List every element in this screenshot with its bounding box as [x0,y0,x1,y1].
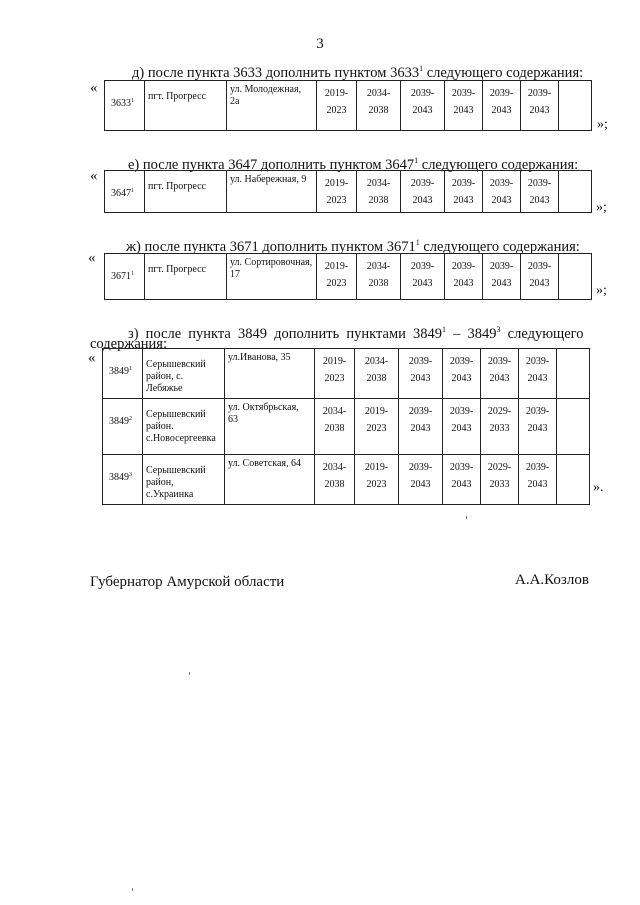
close-quote: »; [597,117,608,132]
period-cell: 2039- 2043 [519,455,557,505]
amendment-table-d [104,80,592,131]
empty-cell [559,254,592,300]
period-cell: 2039- 2043 [399,455,443,505]
address-cell: ул. Набережная, 9 [227,171,317,213]
address-cell: ул. Сортировочная, 17 [227,254,317,300]
locality-cell: пгт. Прогресс [145,81,227,131]
address-cell: ул. Молодежная, 2а [227,81,317,131]
address-cell: ул. Октябрьская, 63 [225,399,315,455]
period-cell: 2019- 2023 [317,171,357,213]
period-cell: 2039- 2043 [519,349,557,399]
table-row [103,349,590,399]
period-cell: 2019- 2023 [355,399,399,455]
period-cell: 2039- 2043 [519,399,557,455]
item-number: 3633$^1$ [105,81,145,131]
table-row [103,399,590,455]
item-number: 3849$^1$ [103,349,143,399]
locality-cell: Серышевский район. с.Новосергеевка [143,399,225,455]
empty-cell [557,455,590,505]
period-cell: 2034- 2038 [315,455,355,505]
period-cell: 2039- 2043 [401,254,445,300]
period-cell: 2039- 2043 [399,399,443,455]
amendment-table-z [102,348,590,505]
period-cell: 2039- 2043 [445,81,483,131]
period-cell: 2039- 2043 [443,399,481,455]
item-number: 3849$^2$ [103,399,143,455]
period-cell: 2039- 2043 [443,349,481,399]
close-quote: »; [596,283,607,298]
period-cell: 2039- 2043 [399,349,443,399]
period-cell: 2034- 2038 [355,349,399,399]
period-cell: 2039- 2043 [445,171,483,213]
table-row [105,171,592,213]
period-cell: 2039- 2043 [481,349,519,399]
locality-cell: Серышевский район, с.Украинка [143,455,225,505]
item-number: 3849$^3$ [103,455,143,505]
open-quote: « [90,168,98,184]
period-cell: 2039- 2043 [483,171,521,213]
empty-cell [557,349,590,399]
address-cell: ул. Советская, 64 [225,455,315,505]
period-cell: 2034- 2038 [357,171,401,213]
page-number: 3 [316,36,324,52]
open-quote: « [88,350,96,366]
open-quote: « [90,80,98,96]
locality-cell: пгт. Прогресс [145,171,227,213]
period-cell: 2019- 2023 [315,349,355,399]
period-cell: 2039- 2043 [521,254,559,300]
period-cell: 2019- 2023 [355,455,399,505]
period-cell: 2039- 2043 [401,81,445,131]
empty-cell [559,81,592,131]
period-cell: 2039- 2043 [401,171,445,213]
table-row [103,455,590,505]
address-cell: ул.Иванова, 35 [225,349,315,399]
scan-speck [132,888,133,891]
empty-cell [557,399,590,455]
table-row [105,81,592,131]
period-cell: 2039- 2043 [483,81,521,131]
scan-speck [189,672,190,675]
period-cell: 2034- 2038 [357,254,401,300]
period-cell: 2034- 2038 [315,399,355,455]
locality-cell: Серышевский район, с. Лебяжье [143,349,225,399]
period-cell: 2039- 2043 [483,254,521,300]
period-cell: 2039- 2043 [521,171,559,213]
item-number: 3647$^1$ [105,171,145,213]
period-cell: 2034- 2038 [357,81,401,131]
period-cell: 2039- 2043 [445,254,483,300]
amendment-table-zh [104,253,592,300]
section-d-heading: д) после пункта 3633 дополнить пунктом 3633$^1$ следующего содержания: [132,64,584,81]
close-quote: ». [593,480,604,495]
scan-speck [466,516,467,519]
section-zh-heading: ж) после пункта 3671 дополнить пунктом 3671$^1$ следующего содержания: [126,238,580,255]
signatory-name: А.А.Козлов [515,572,589,588]
section-z-heading: з) после пункта 3849 дополнить пунктами 3849$^1$ – 3849$^3$ следующего [128,325,584,342]
empty-cell [559,171,592,213]
section-e-heading: е) после пункта 3647 дополнить пунктом 3647$^1$ следующего содержания: [128,156,579,173]
period-cell: 2019- 2023 [317,254,357,300]
close-quote: »; [596,200,607,215]
item-number: 3671$^1$ [105,254,145,300]
period-cell: 2029- 2033 [481,399,519,455]
open-quote: « [88,250,96,266]
period-cell: 2029- 2033 [481,455,519,505]
locality-cell: пгт. Прогресс [145,254,227,300]
period-cell: 2039- 2043 [521,81,559,131]
section-z-heading-cont: содержания: [90,336,168,352]
signatory-title: Губернатор Амурской области [90,574,285,590]
amendment-table-e [104,170,592,213]
table-row [105,254,592,300]
period-cell: 2039- 2043 [443,455,481,505]
period-cell: 2019- 2023 [317,81,357,131]
